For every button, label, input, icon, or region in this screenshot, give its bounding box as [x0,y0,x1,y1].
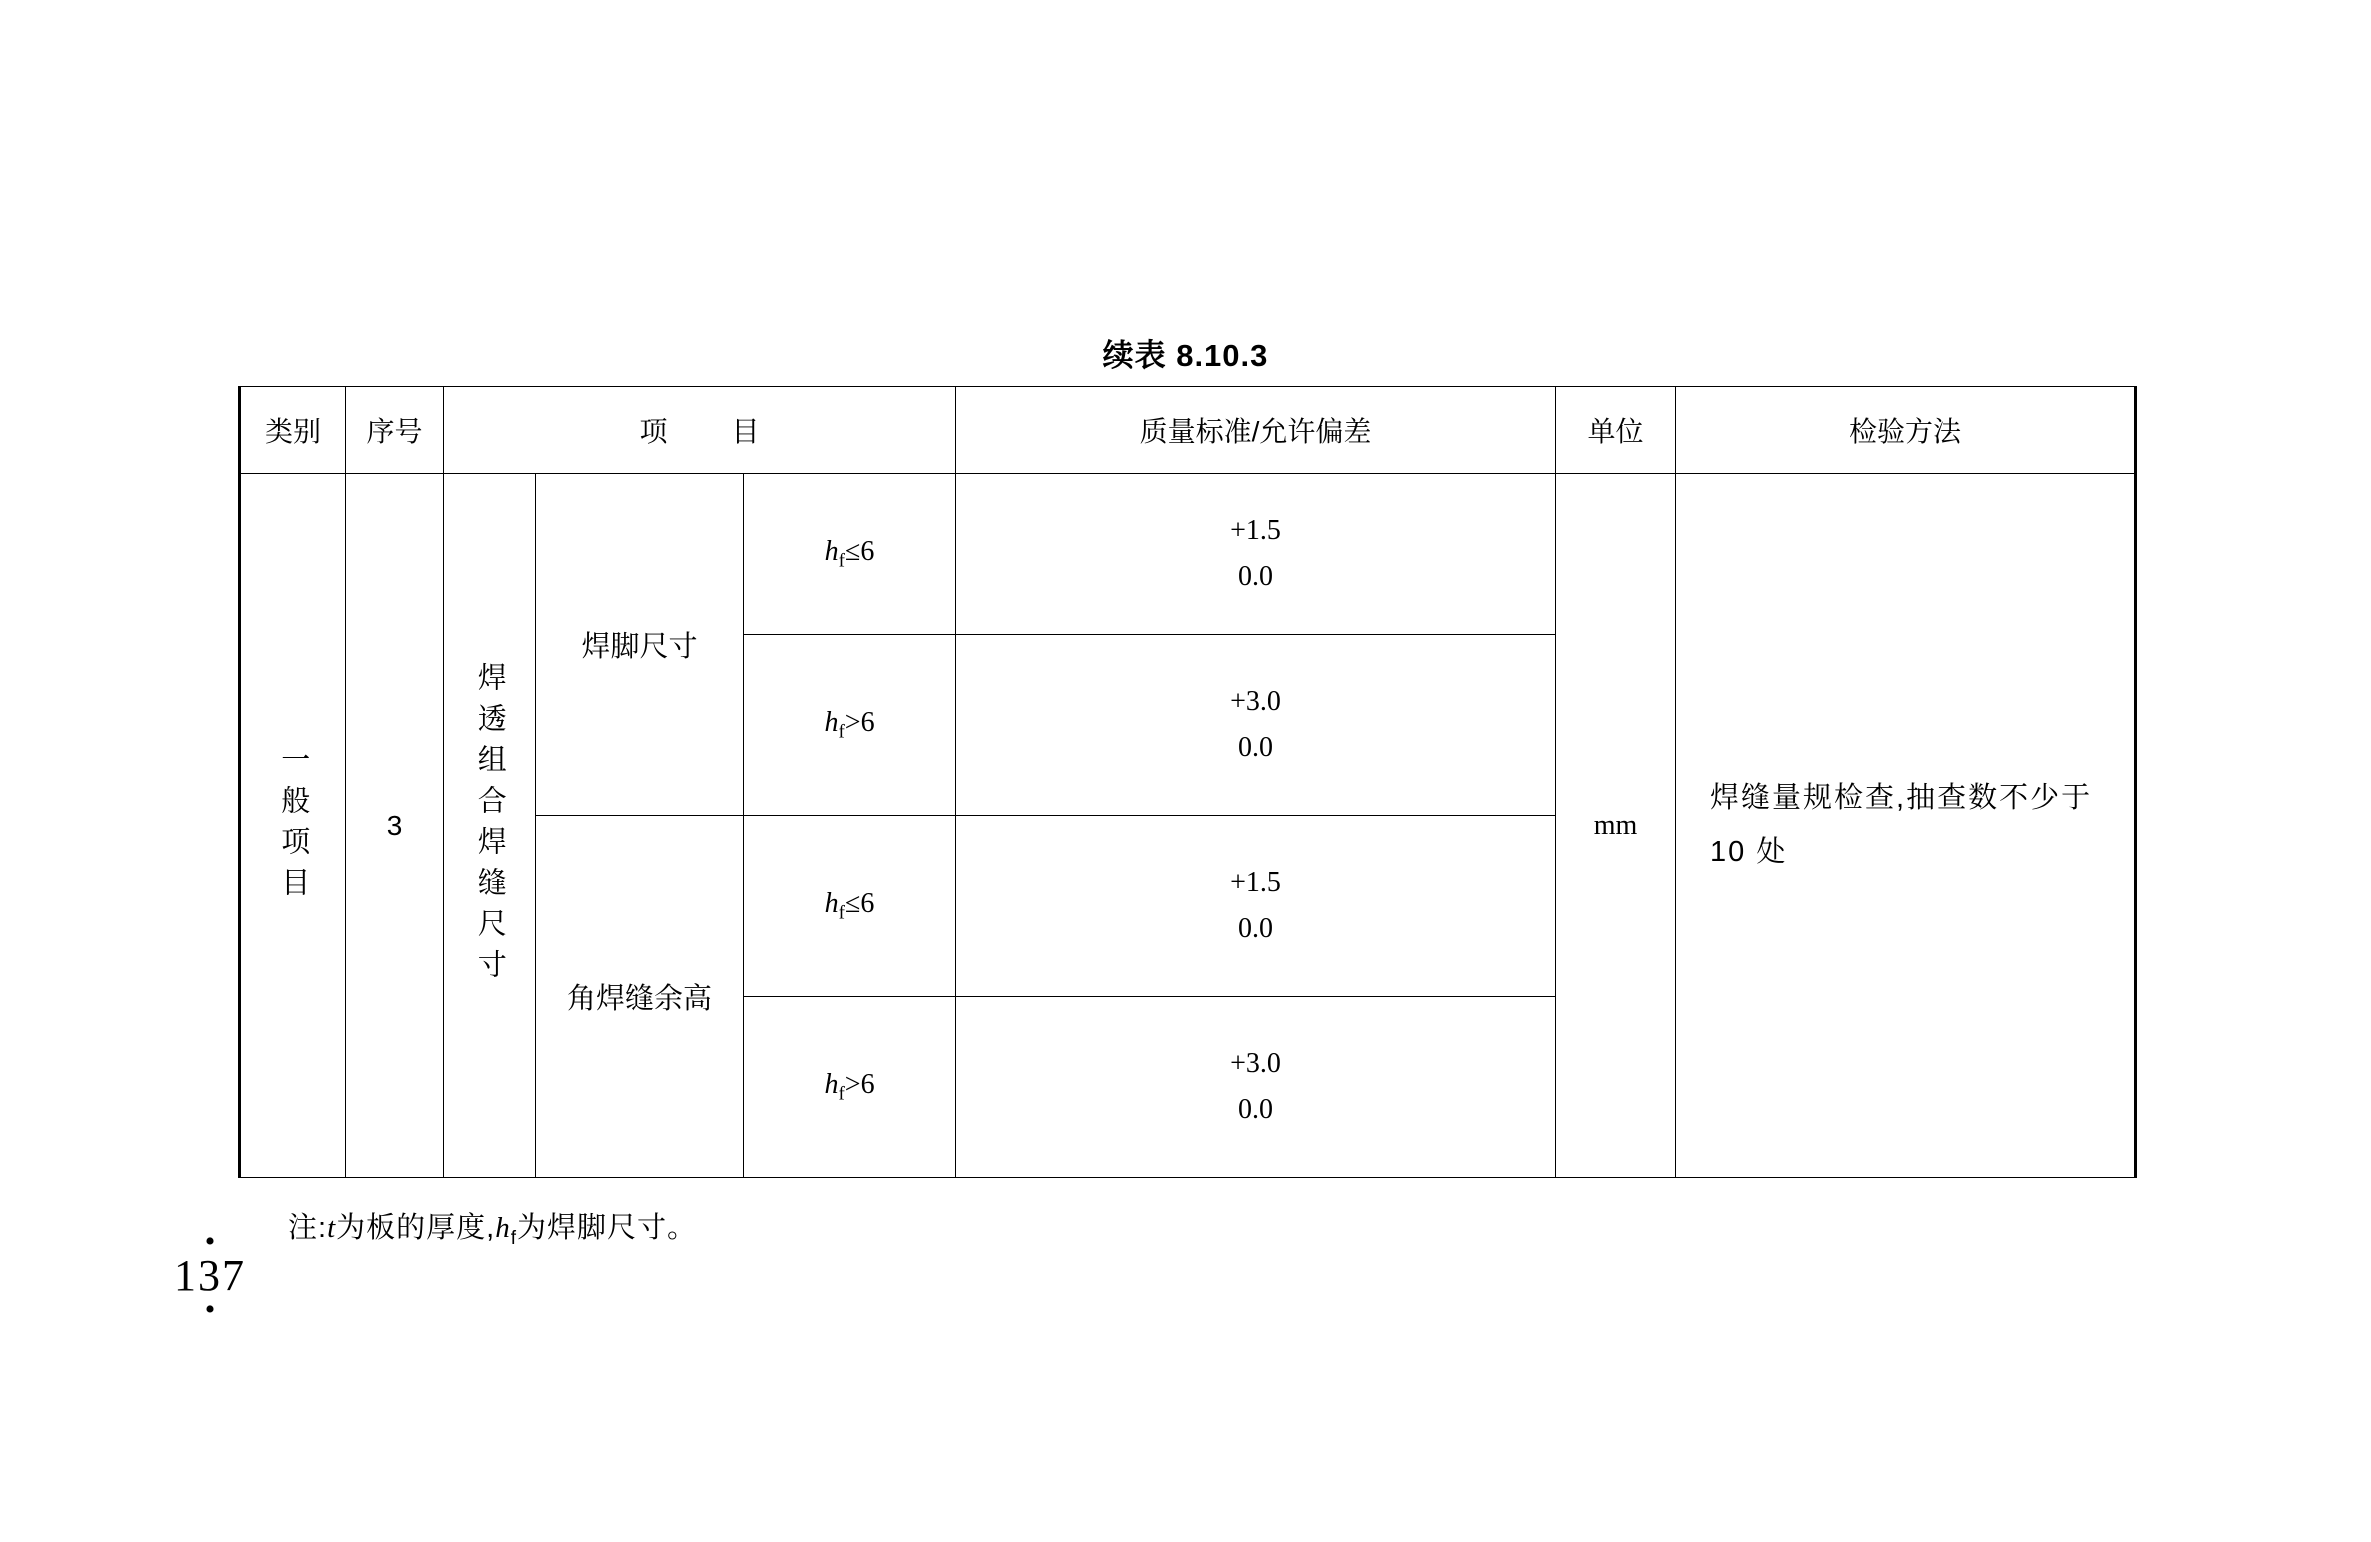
condition-operator: >6 [844,707,875,739]
cell-condition-3 [744,816,956,997]
cell-item-2: 角焊缝余高 [536,816,744,1178]
tolerance-lower: 0.0 [1238,561,1274,592]
table-row [240,474,2136,635]
folio-dot-bottom: • [204,1293,216,1326]
tolerance-lower: 0.0 [1238,1094,1274,1125]
note-symbol-hf: h [495,1212,511,1244]
page-folio [150,1225,270,1326]
cell-method: 焊缝量规检查,抽查数不少于 10 处 [1676,474,2136,1178]
condition-operator: ≤6 [844,536,875,568]
note-symbol-t: t [327,1212,337,1244]
condition-subscript: f [838,721,845,743]
table-caption: 续表 8.10.3 [1102,338,1269,373]
group-label: 焊透组合焊缝尺寸 [473,661,506,990]
tolerance-upper: +1.5 [1230,866,1281,898]
note-symbol-hf-sub: f [510,1227,517,1249]
cell-category [240,474,346,1178]
specification-table [238,386,2137,1178]
cell-condition-2 [744,635,956,816]
condition-subscript: f [838,902,845,924]
table-header-row [240,387,2136,474]
note-text-b: 为焊脚尺寸。 [516,1212,697,1244]
cell-tolerance-2 [956,635,1556,816]
header-unit: 单位 [1556,387,1676,474]
cell-tolerance-1 [956,474,1556,635]
note-text-a: 为板的厚度, [336,1212,496,1244]
condition-subscript: f [838,550,845,572]
header-category: 类别 [240,387,346,474]
tolerance-lower: 0.0 [1238,913,1274,944]
condition-operator: ≤6 [844,888,875,920]
header-serial: 序号 [346,387,444,474]
tolerance-upper: +3.0 [1230,1047,1281,1079]
tolerance-upper: +1.5 [1230,514,1281,546]
cell-item-1: 焊脚尺寸 [536,474,744,816]
condition-symbol: h [824,888,839,920]
table-note [288,1205,697,1250]
cell-tolerance-4 [956,997,1556,1178]
condition-symbol: h [824,707,839,739]
condition-subscript: f [838,1083,845,1105]
header-item: 项 目 [444,387,956,474]
note-prefix: 注: [288,1212,328,1244]
cell-group-name [444,474,536,1178]
folio-number: 137 [174,1251,246,1300]
cell-tolerance-3 [956,816,1556,997]
condition-operator: >6 [844,1069,875,1101]
condition-symbol: h [824,536,839,568]
cell-condition-4 [744,997,956,1178]
tolerance-lower: 0.0 [1238,732,1274,763]
header-method: 检验方法 [1676,387,2136,474]
cell-serial: 3 [346,474,444,1178]
folio-dot-top: • [204,1225,216,1258]
cell-unit: mm [1556,474,1676,1178]
tolerance-upper: +3.0 [1230,685,1281,717]
cell-condition-1 [744,474,956,635]
condition-symbol: h [824,1069,839,1101]
category-label: 一般项目 [277,743,310,908]
header-standard: 质量标准/允许偏差 [956,387,1556,474]
